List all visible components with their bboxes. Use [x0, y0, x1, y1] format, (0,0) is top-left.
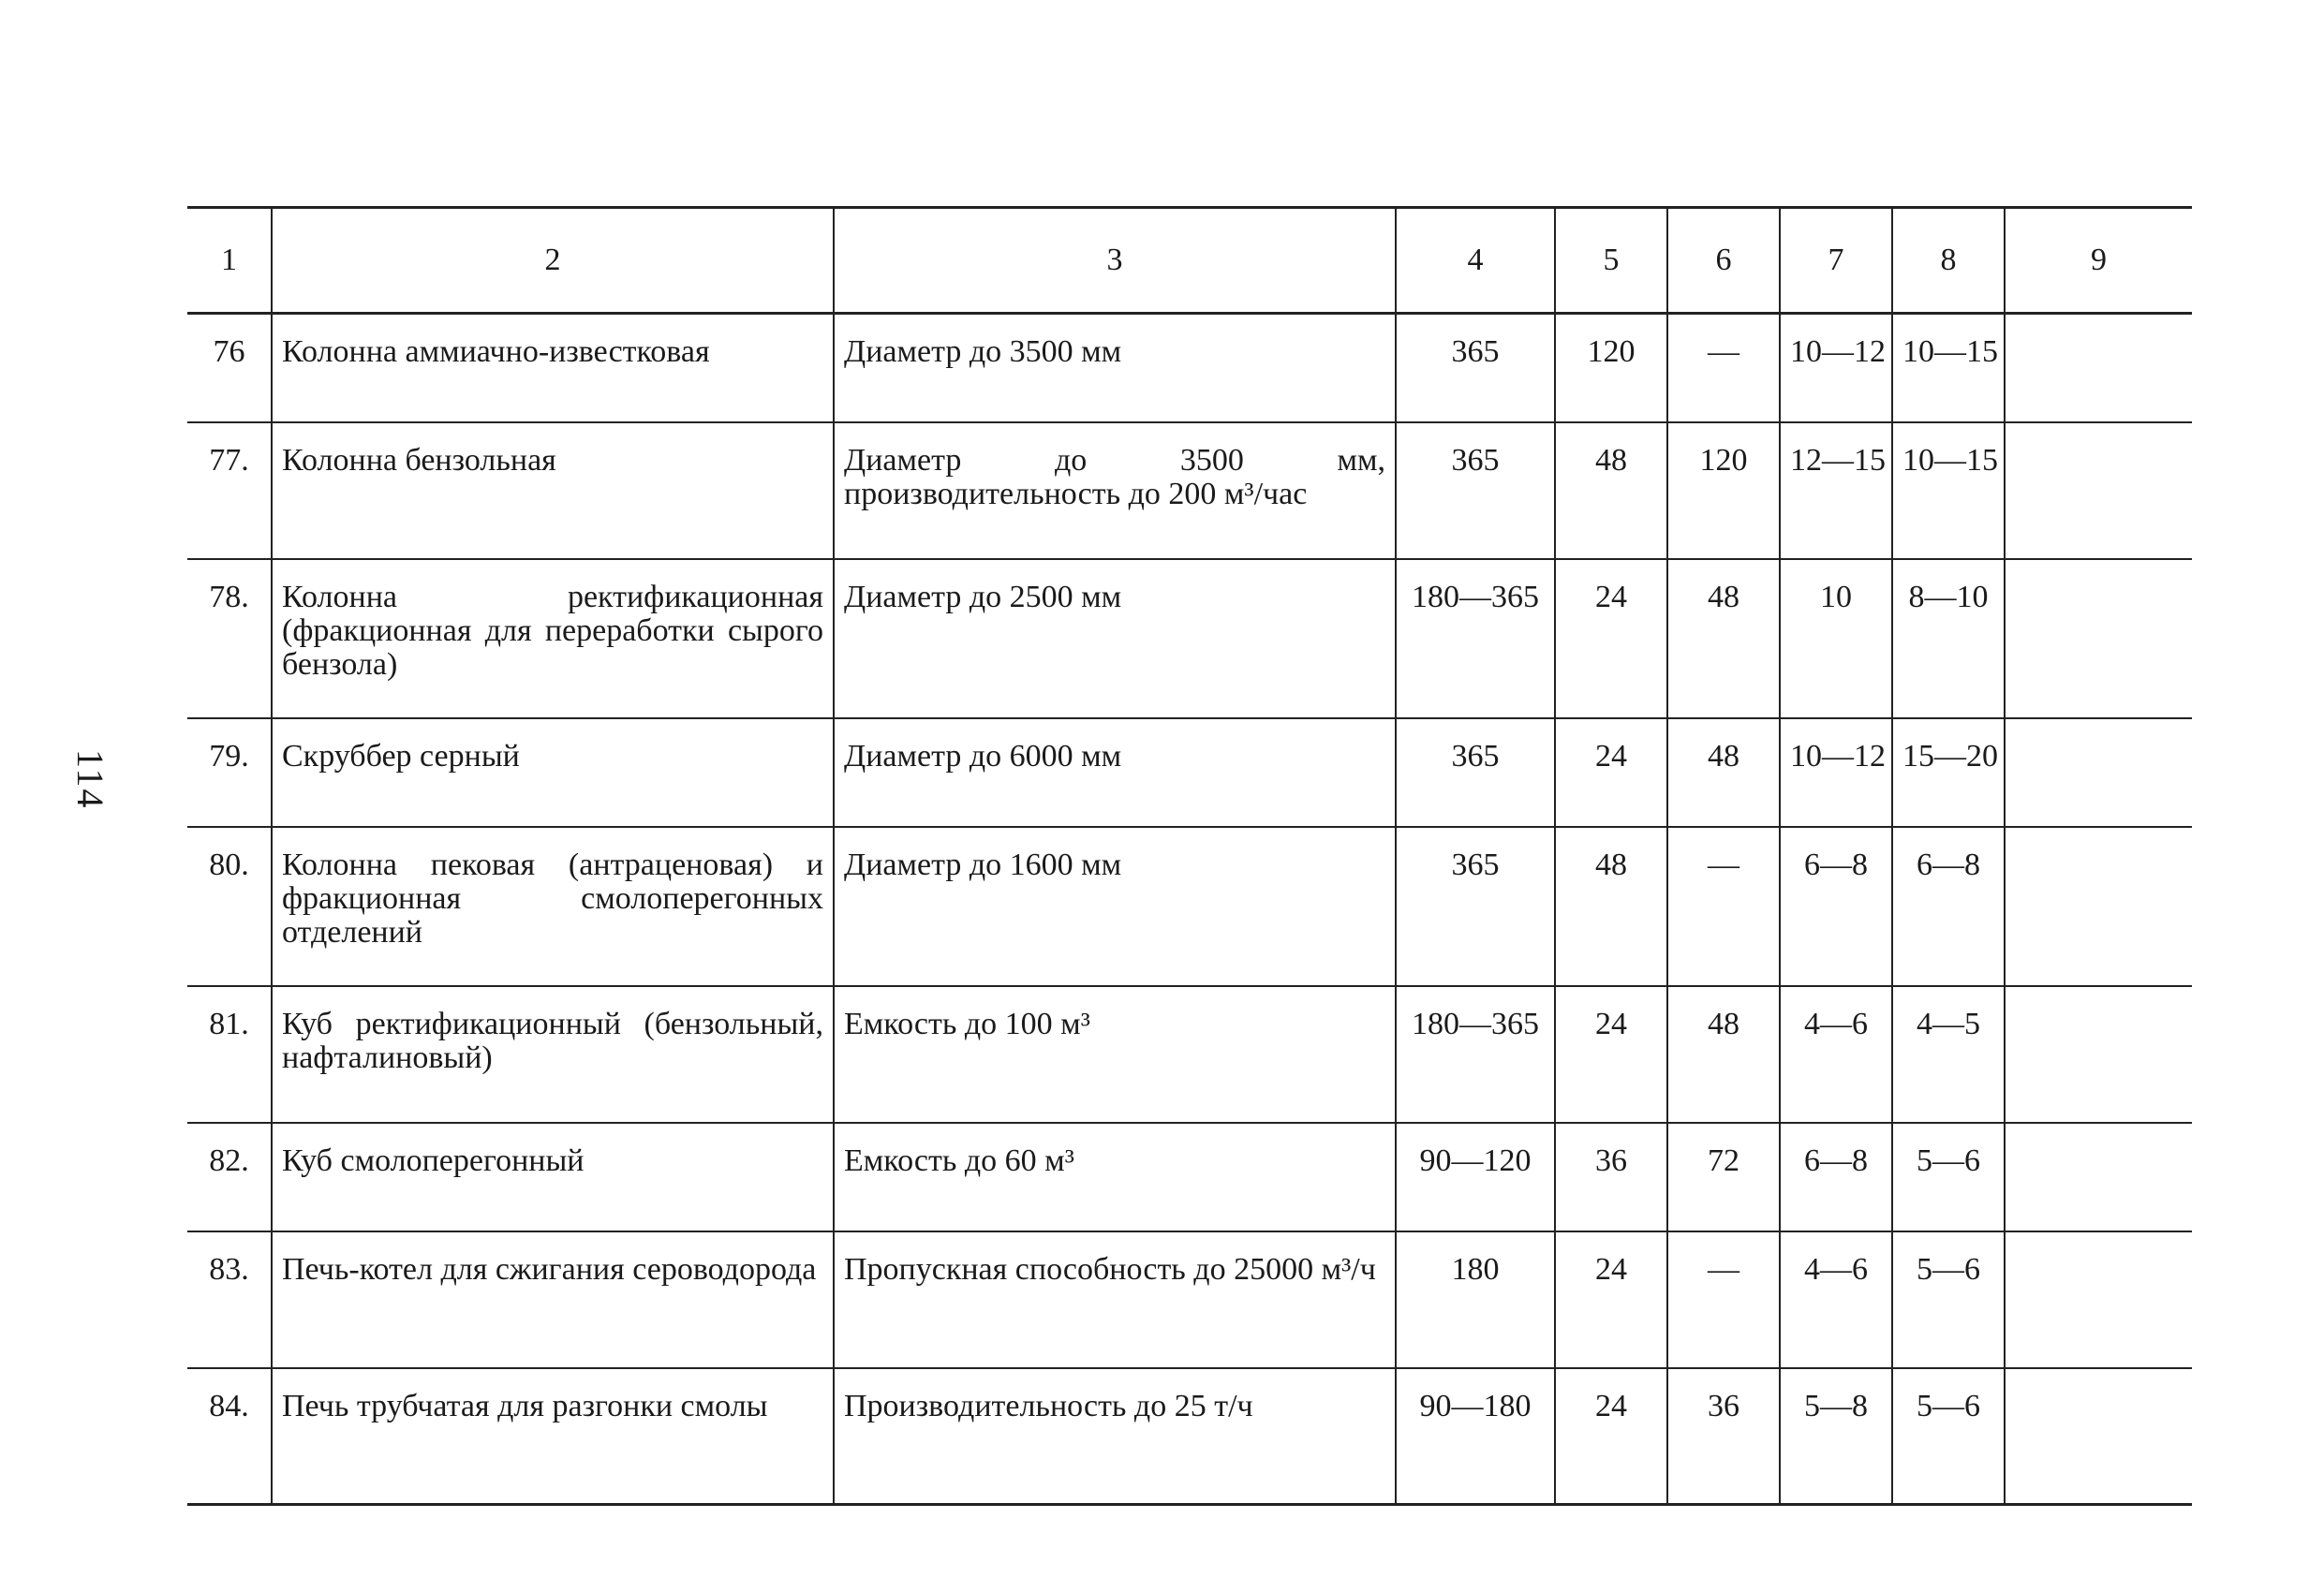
row-number: 81. — [187, 986, 272, 1123]
col5-value: 48 — [1555, 422, 1667, 559]
col-header-4: 4 — [1396, 208, 1555, 314]
col7-value: 6—8 — [1780, 827, 1892, 986]
col9-value — [2005, 986, 2192, 1123]
equipment-name: Колонна бензольная — [272, 422, 834, 559]
equipment-name: Печь трубчатая для разгонки смолы — [272, 1368, 834, 1505]
col7-value: 10—12 — [1780, 314, 1892, 422]
equipment-characteristic: Емкость до 100 м³ — [834, 986, 1396, 1123]
col-header-8: 8 — [1892, 208, 2005, 314]
col9-value — [2005, 1368, 2192, 1505]
table-row — [187, 1231, 2192, 1368]
col5-value: 36 — [1555, 1123, 1667, 1231]
col4-value: 365 — [1396, 314, 1555, 422]
equipment-name: Колонна аммиачно-известковая — [272, 314, 834, 422]
row-number: 82. — [187, 1123, 272, 1231]
equipment-name: Куб смолоперегонный — [272, 1123, 834, 1231]
col5-value: 24 — [1555, 559, 1667, 718]
table-row — [187, 986, 2192, 1123]
col7-value: 12—15 — [1780, 422, 1892, 559]
col-header-7: 7 — [1780, 208, 1892, 314]
col9-value — [2005, 422, 2192, 559]
col4-value: 365 — [1396, 422, 1555, 559]
table-row — [187, 827, 2192, 986]
col9-value — [2005, 314, 2192, 422]
col6-value: — — [1667, 827, 1780, 986]
col5-value: 24 — [1555, 718, 1667, 827]
equipment-table — [187, 206, 2192, 1506]
col7-value: 6—8 — [1780, 1123, 1892, 1231]
row-number: 77. — [187, 422, 272, 559]
table-row — [187, 718, 2192, 827]
equipment-name: Скруббер серный — [272, 718, 834, 827]
equipment-characteristic: Диаметр до 6000 мм — [834, 718, 1396, 827]
equipment-characteristic: Пропускная способность до 25000 м³/ч — [834, 1231, 1396, 1368]
equipment-characteristic: Производительность до 25 т/ч — [834, 1368, 1396, 1505]
col4-value: 180—365 — [1396, 559, 1555, 718]
equipment-name: Печь-котел для сжигания сероводорода — [272, 1231, 834, 1368]
table-row — [187, 1368, 2192, 1505]
equipment-characteristic: Диаметр до 2500 мм — [834, 559, 1396, 718]
col5-value: 24 — [1555, 1231, 1667, 1368]
col6-value: 48 — [1667, 986, 1780, 1123]
col7-value: 10—12 — [1780, 718, 1892, 827]
col-header-6: 6 — [1667, 208, 1780, 314]
equipment-characteristic: Диаметр до 3500 мм, производительность до 200 м³/час — [834, 422, 1396, 559]
col4-value: 365 — [1396, 718, 1555, 827]
col8-value: 10—15 — [1892, 422, 2005, 559]
col9-value — [2005, 718, 2192, 827]
equipment-characteristic: Емкость до 60 м³ — [834, 1123, 1396, 1231]
row-number: 84. — [187, 1368, 272, 1505]
row-number: 76 — [187, 314, 272, 422]
col6-value: — — [1667, 314, 1780, 422]
col5-value: 120 — [1555, 314, 1667, 422]
col4-value: 180 — [1396, 1231, 1555, 1368]
col8-value: 6—8 — [1892, 827, 2005, 986]
col6-value: 36 — [1667, 1368, 1780, 1505]
col7-value: 5—8 — [1780, 1368, 1892, 1505]
col7-value: 4—6 — [1780, 986, 1892, 1123]
col5-value: 48 — [1555, 827, 1667, 986]
col-header-1: 1 — [187, 208, 272, 314]
header-row — [187, 208, 2192, 314]
equipment-name: Куб ректификационный (бензольный, нафталиновый) — [272, 986, 834, 1123]
col5-value: 24 — [1555, 986, 1667, 1123]
col6-value: — — [1667, 1231, 1780, 1368]
table-row — [187, 422, 2192, 559]
row-number: 79. — [187, 718, 272, 827]
col6-value: 48 — [1667, 718, 1780, 827]
col4-value: 180—365 — [1396, 986, 1555, 1123]
col6-value: 48 — [1667, 559, 1780, 718]
col8-value: 4—5 — [1892, 986, 2005, 1123]
col6-value: 120 — [1667, 422, 1780, 559]
col4-value: 90—120 — [1396, 1123, 1555, 1231]
row-number: 78. — [187, 559, 272, 718]
col-header-9: 9 — [2005, 208, 2192, 314]
page-number: 114 — [69, 749, 111, 810]
col8-value: 10—15 — [1892, 314, 2005, 422]
table-row — [187, 1123, 2192, 1231]
row-number: 80. — [187, 827, 272, 986]
col9-value — [2005, 1123, 2192, 1231]
col4-value: 90—180 — [1396, 1368, 1555, 1505]
col9-value — [2005, 1231, 2192, 1368]
col9-value — [2005, 827, 2192, 986]
equipment-characteristic: Диаметр до 1600 мм — [834, 827, 1396, 986]
col8-value: 5—6 — [1892, 1368, 2005, 1505]
equipment-characteristic: Диаметр до 3500 мм — [834, 314, 1396, 422]
col8-value: 15—20 — [1892, 718, 2005, 827]
equipment-name: Колонна пековая (антраценовая) и фракционная смолоперегонных отделений — [272, 827, 834, 986]
col-header-5: 5 — [1555, 208, 1667, 314]
equipment-name: Колонна ректификационная (фракционная для переработки сырого бензола) — [272, 559, 834, 718]
col-header-2: 2 — [272, 208, 834, 314]
col8-value: 8—10 — [1892, 559, 2005, 718]
col9-value — [2005, 559, 2192, 718]
col7-value: 10 — [1780, 559, 1892, 718]
col4-value: 365 — [1396, 827, 1555, 986]
table-row — [187, 559, 2192, 718]
table-row — [187, 314, 2192, 422]
col7-value: 4—6 — [1780, 1231, 1892, 1368]
col8-value: 5—6 — [1892, 1123, 2005, 1231]
col6-value: 72 — [1667, 1123, 1780, 1231]
row-number: 83. — [187, 1231, 272, 1368]
col8-value: 5—6 — [1892, 1231, 2005, 1368]
col-header-3: 3 — [834, 208, 1396, 314]
col5-value: 24 — [1555, 1368, 1667, 1505]
